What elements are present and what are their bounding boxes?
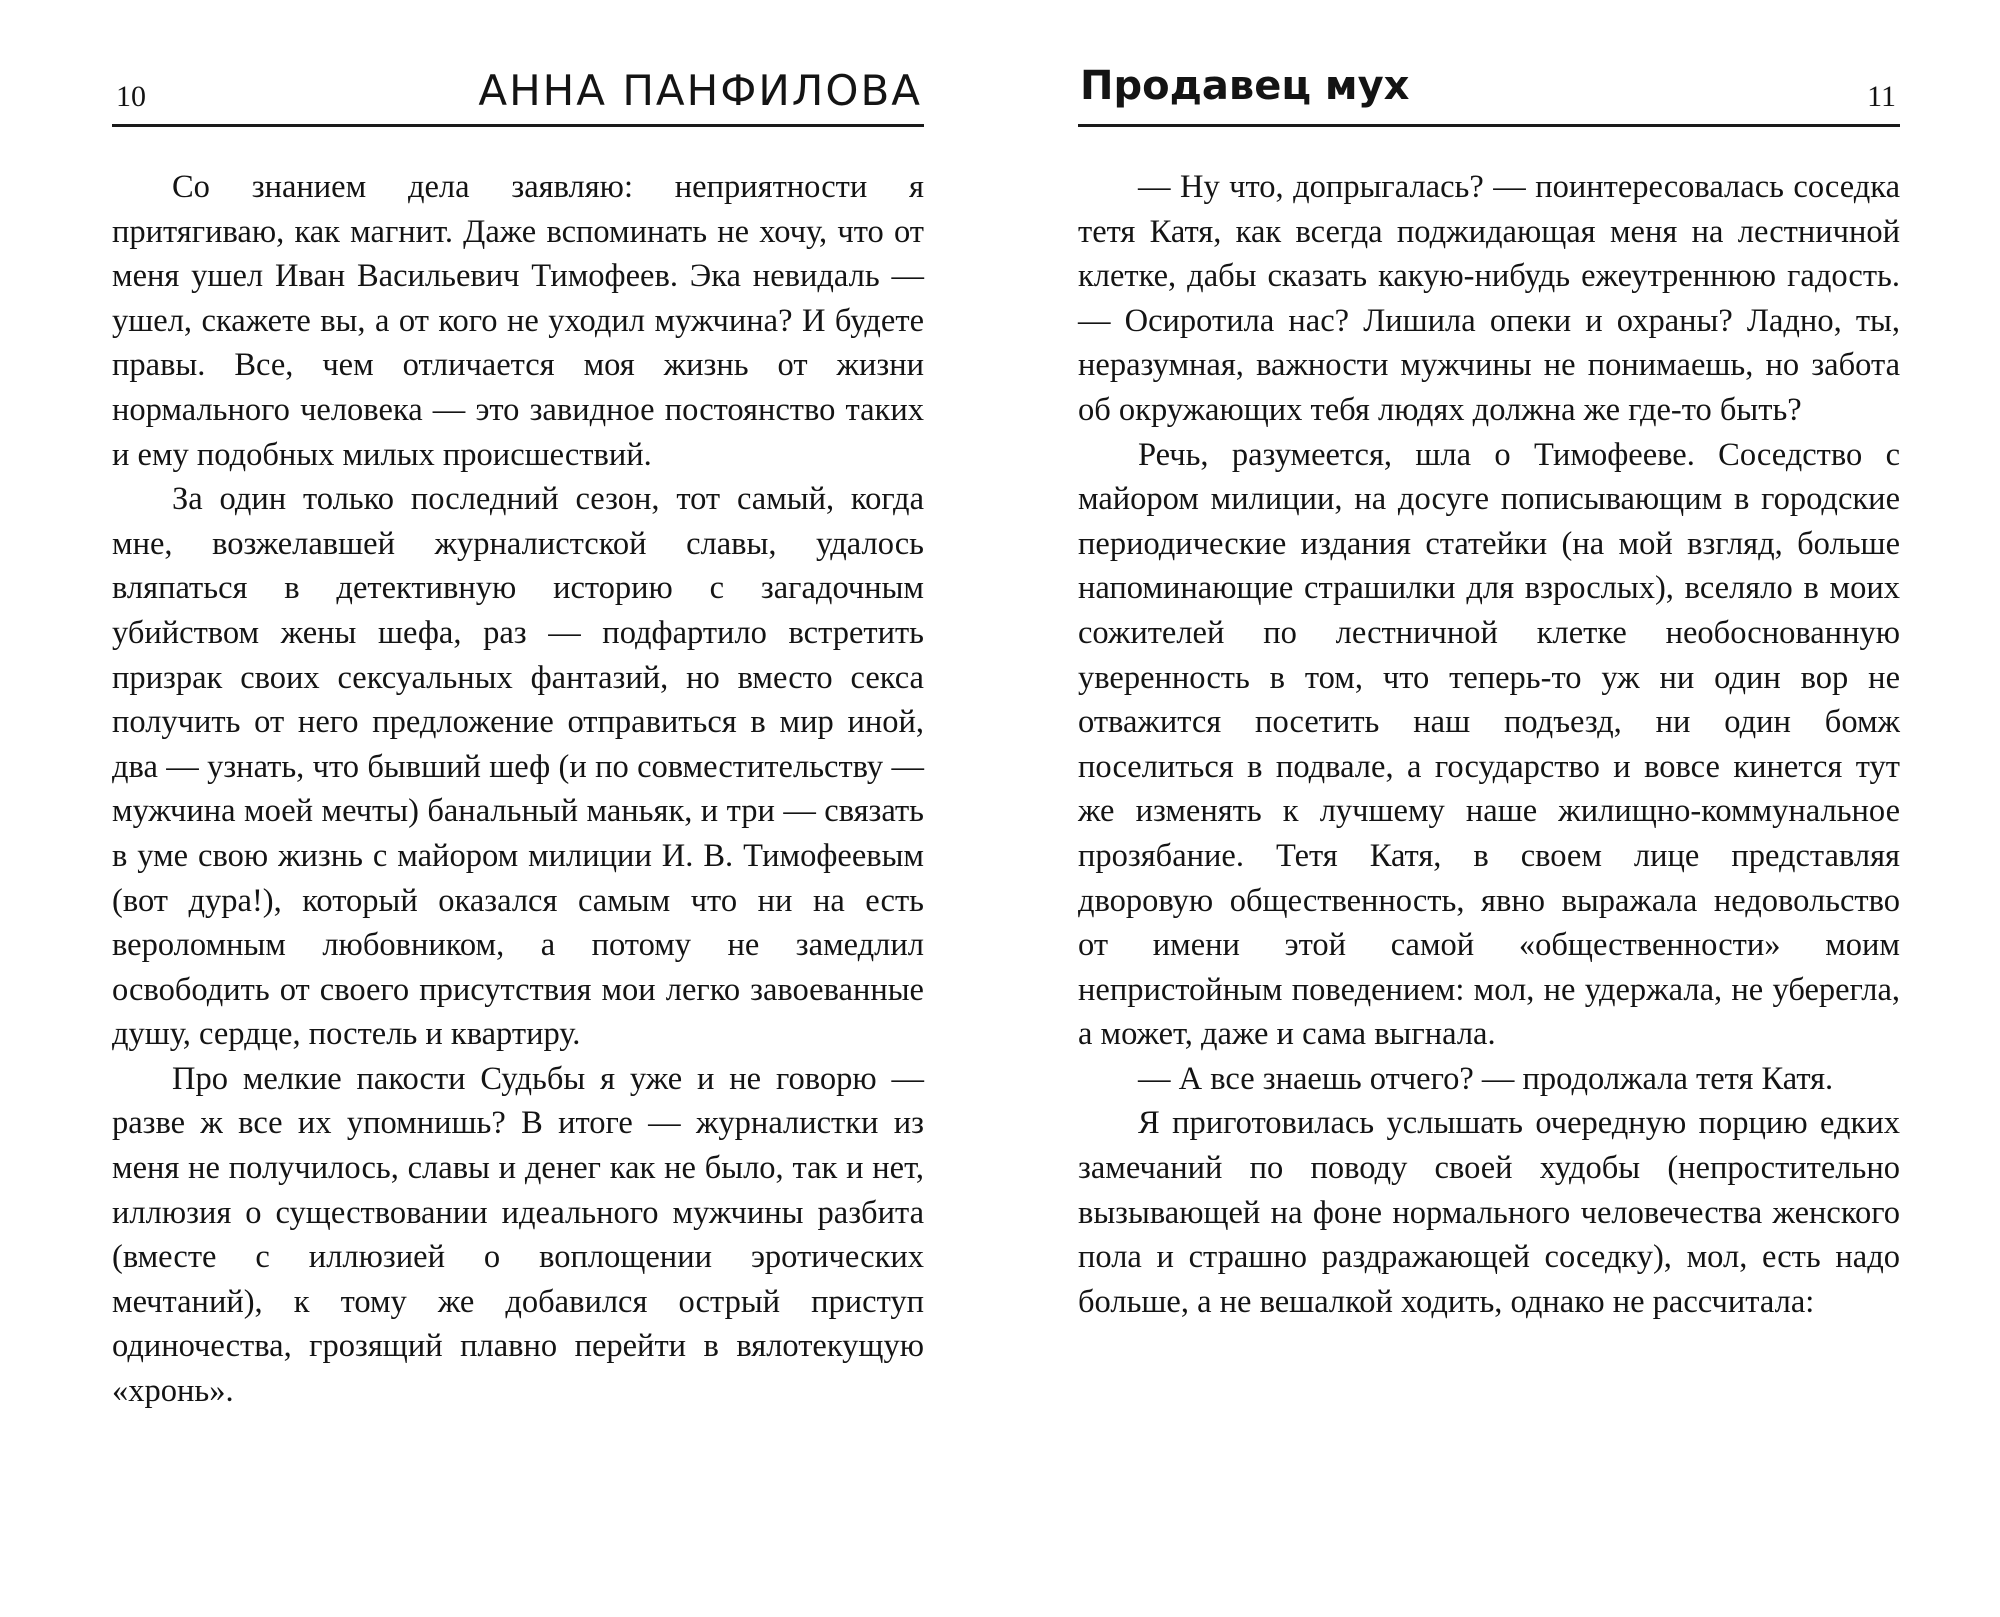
right-page-body <box>1078 127 1900 1324</box>
right-page-number: 11 <box>1867 80 1896 113</box>
paragraph: Со знанием дела заявляю: неприятности я притягиваю, как магнит. Даже вспоминать не хочу, что от меня ушел Иван Васильевич Тимофеев. Эка невидаль — ушел, скажете вы, а от кого не уходил мужчина? И будете правы. Все, чем отличается моя жизнь от жизни нормального человека — это завидное постоянство таких и ему подобных милых происшествий. <box>112 169 924 473</box>
paragraph: За один только последний сезон, тот самый, когда мне, возжелавшей журналистской славы, удалось вляпаться в детективную историю с загадочным убийством жены шефа, раз — подфартило встретить призрак своих сексуальных фантазий, но вместо секса получить от него предложение отправиться в мир иной, два — узнать, что бывший шеф (и по совместительству — мужчина моей мечты) банальный маньяк, и три — связать в уме свою жизнь с майором милиции И. В. Тимофеевым (вот дура!), который оказался самым что ни на есть вероломным любовником, а потому не замедлил освободить от своего присутствия мои легко завоеванные душу, сердце, постель и квартиру. <box>112 481 924 1053</box>
left-page-header <box>112 0 924 127</box>
paragraph: Про мелкие пакости Судьбы я уже и не говорю — разве ж все их упомнишь? В итоге — журналистки из меня не получилось, славы и денег как не было, так и нет, иллюзия о существовании идеального мужчины разбита (вместе с иллюзией о воплощении эротических мечтаний), к тому же добавился острый приступ одиночества, грозящий плавно перейти в вялотекущую «хронь». <box>112 1060 924 1410</box>
left-running-title: АННА ПАНФИЛОВА <box>478 66 922 115</box>
paragraph: — А все знаешь отчего? — продолжала тетя Катя. <box>1138 1060 1834 1097</box>
left-page <box>112 0 924 1617</box>
paragraph: — Ну что, допрыгалась? — поинтересовалась соседка тетя Катя, как всегда поджидающая меня на лестничной клетке, дабы сказать какую-нибудь ежеутреннюю гадость. — Осиротила нас? Лишила опеки и охраны? Ладно, ты, неразумная, важности мужчины не понимаешь, но забота об окружающих тебя людях должна же где-то быть? <box>1078 169 1900 428</box>
right-page-header <box>1078 0 1900 127</box>
right-running-title: Продавец мух <box>1080 63 1410 109</box>
left-page-body <box>112 127 924 1414</box>
left-page-number: 10 <box>116 80 146 113</box>
right-page <box>1078 0 1900 1617</box>
paragraph: Я приготовилась услышать очередную порцию едких замечаний по поводу своей худобы (непростительно вызывающей на фоне нормального человечества женского пола и страшно раздражающей соседку), мол, есть надо больше, а не вешалкой ходить, однако не рассчитала: <box>1078 1105 1900 1320</box>
paragraph: Речь, разумеется, шла о Тимофееве. Соседство с майором милиции, на досуге пописывающим в городские периодические издания статейки (на мой взгляд, больше напоминающие страшилки для взрослых), вселяло в моих сожителей по лестничной клетке необоснованную уверенность в том, что теперь-то уж ни один вор не отважится посетить наш подъезд, ни один бомж поселиться в подвале, а государство и вовсе кинется тут же изменять к лучшему наше жилищно-коммунальное прозябание. Тетя Катя, в своем лице представляя дворовую общественность, явно выражала недовольство от имени этой самой «общественности» моим непристойным поведением: мол, не удержала, не уберегла, а может, даже и сама выгнала. <box>1078 436 1900 1053</box>
